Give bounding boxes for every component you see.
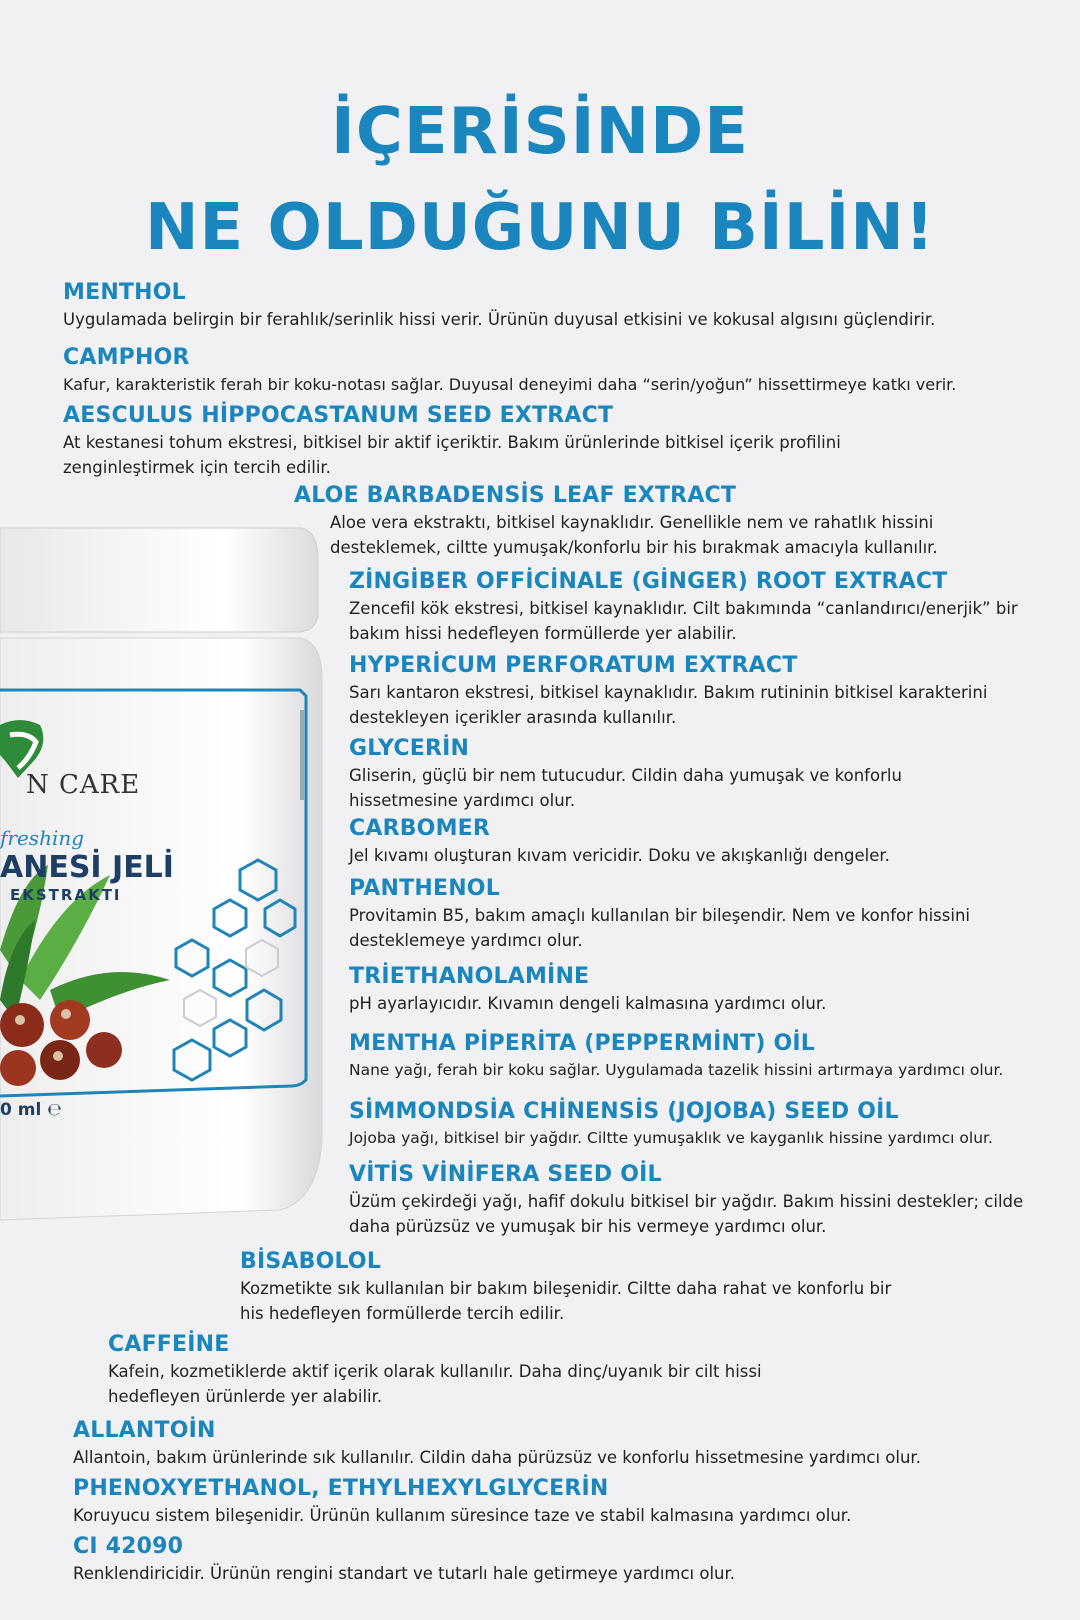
ingredient-name: ZİNGİBER OFFİCİNALE (GİNGER) ROOT EXTRACT [349,569,948,594]
ingredient-item [294,482,994,560]
ingredient-desc: Sarı kantaron ekstresi, bitkisel kaynaklıdır. Bakım rutininin bitkisel karakterini destekleyen içerikler arasında kullanılır. [349,683,988,727]
ingredient-desc: Kafur, karakteristik ferah bir koku-notası sağlar. Duyusal deneyimi daha “serin/yoğun” hissettirmeye katkı verir. [63,375,957,394]
ingredient-name: HYPERİCUM PERFORATUM EXTRACT [349,653,798,678]
ingredient-desc: Kafein, kozmetiklerde aktif içerik olarak kullanılır. Daha dinç/uyanık bir cilt hissi hedefleyen ürünlerde yer alabilir. [108,1362,762,1406]
ingredient-item [349,1030,1069,1083]
ingredient-name: TRİETHANOLAMİNE [349,964,590,989]
ingredient-item [349,1161,1049,1239]
ingredient-item [73,1417,1073,1470]
ingredient-name: CAFFEİNE [108,1332,230,1357]
ingredient-item [349,875,1049,953]
ingredient-item [349,735,989,813]
ingredient-item [63,344,1073,397]
ingredient-name: ALOE BARBADENSİS LEAF EXTRACT [294,483,737,508]
ingredient-desc: Aloe vera ekstraktı, bitkisel kaynaklıdır. Genellikle nem ve rahatlık hissini desteklemek, ciltte yumuşak/konforlu bir his bırakmak amacıyla kullanılır. [330,513,938,557]
ingredient-name: AESCULUS HİPPOCASTANUM SEED EXTRACT [63,403,614,428]
ingredient-desc: Nane yağı, ferah bir koku sağlar. Uygulamada tazelik hissini artırmaya yardımcı olur. [349,1061,1004,1079]
ingredient-name: BİSABOLOL [240,1249,382,1274]
ingredient-name: VİTİS VİNİFERA SEED OİL [349,1162,662,1187]
headline-line-2: NE OLDUĞUNU BİLİN! [144,191,936,265]
ingredient-name: CI 42090 [73,1534,184,1559]
product-subname: EKSTRAKTI [10,886,122,904]
ingredient-name: GLYCERİN [349,736,470,761]
ingredient-name: MENTHA PİPERİTA (PEPPERMİNT) OİL [349,1031,815,1056]
ingredient-item [108,1331,828,1409]
ingredient-desc: Kozmetikte sık kullanılan bir bakım bileşenidir. Ciltte daha rahat ve konforlu bir his hedefleyen formüllerde tercih edilir. [240,1279,892,1323]
ingredient-item [349,652,1049,730]
ingredient-item [349,963,1049,1016]
ingredient-desc: Koruyucu sistem bileşenidir. Ürünün kullanım süresince taze ve stabil kalmasına yardımcı olur. [73,1506,852,1525]
ingredient-desc: At kestanesi tohum ekstresi, bitkisel bir aktif içeriktir. Bakım ürünlerinde bitkisel içerik profilini zenginleştirmek için tercih edilir. [63,433,841,477]
ingredient-desc: Jojoba yağı, bitkisel bir yağdır. Ciltte yumuşaklık ve kayganlık hissine yardımcı olur. [349,1129,993,1147]
ingredient-name: ALLANTOİN [73,1418,216,1443]
ingredient-name: SİMMONDSİA CHİNENSİS (JOJOBA) SEED OİL [349,1099,899,1124]
ingredient-item [349,1098,1069,1151]
ingredient-item [63,279,1063,332]
ingredient-desc: Provitamin B5, bakım amaçlı kullanılan bir bileşendir. Nem ve konfor hissini desteklemeye yardımcı olur. [349,906,971,950]
ingredient-item [240,1248,900,1326]
product-name: ANESİ JELİ [0,850,174,885]
product-script-text: freshing [0,826,85,850]
ingredient-name: CARBOMER [349,816,491,841]
ingredient-name: MENTHOL [63,280,186,305]
product-brand: N CARE [26,770,141,800]
ingredient-desc: pH ayarlayıcıdır. Kıvamın dengeli kalmasına yardımcı olur. [349,994,827,1013]
ingredient-name: PANTHENOL [349,876,500,901]
ingredient-desc: Allantoin, bakım ürünlerinde sık kullanılır. Cildin daha pürüzsüz ve konforlu hissetmesine yardımcı olur. [73,1448,921,1467]
ingredient-desc: Üzüm çekirdeği yağı, hafif dokulu bitkisel bir yağdır. Bakım hissini destekler; cilde daha pürüzsüz ve yumuşak bir his vermeye yardımcı olur. [349,1192,1024,1236]
ingredient-desc: Uygulamada belirgin bir ferahlık/serinlik hissi verir. Ürünün duyusal etkisini ve kokusal algısını güçlendirir. [63,310,936,329]
ingredient-name: PHENOXYETHANOL, ETHYLHEXYLGLYCERİN [73,1476,609,1501]
ingredient-item [73,1533,1073,1586]
ingredient-name: CAMPHOR [63,345,190,370]
ingredient-item [349,815,1049,868]
ingredient-desc: Renklendiricidir. Ürünün rengini standart ve tutarlı hale getirmeye yardımcı olur. [73,1564,736,1583]
ingredient-desc: Zencefil kök ekstresi, bitkisel kaynaklıdır. Cilt bakımında “canlandırıcı/enerjik” bir bakım hissi hedefleyen formüllerde yer alabilir. [349,599,1018,643]
ingredient-item [63,402,943,480]
ingredient-item [73,1475,1073,1528]
product-volume: 0 ml ℮ [0,1100,62,1120]
ingredient-desc: Gliserin, güçlü bir nem tutucudur. Cildin daha yumuşak ve konforlu hissetmesine yardımcı olur. [349,766,902,810]
ingredient-desc: Jel kıvamı oluşturan kıvam vericidir. Doku ve akışkanlığı dengeler. [349,846,890,865]
ingredient-item [349,568,1049,646]
headline-line-1: İÇERİSİNDE [331,95,749,169]
